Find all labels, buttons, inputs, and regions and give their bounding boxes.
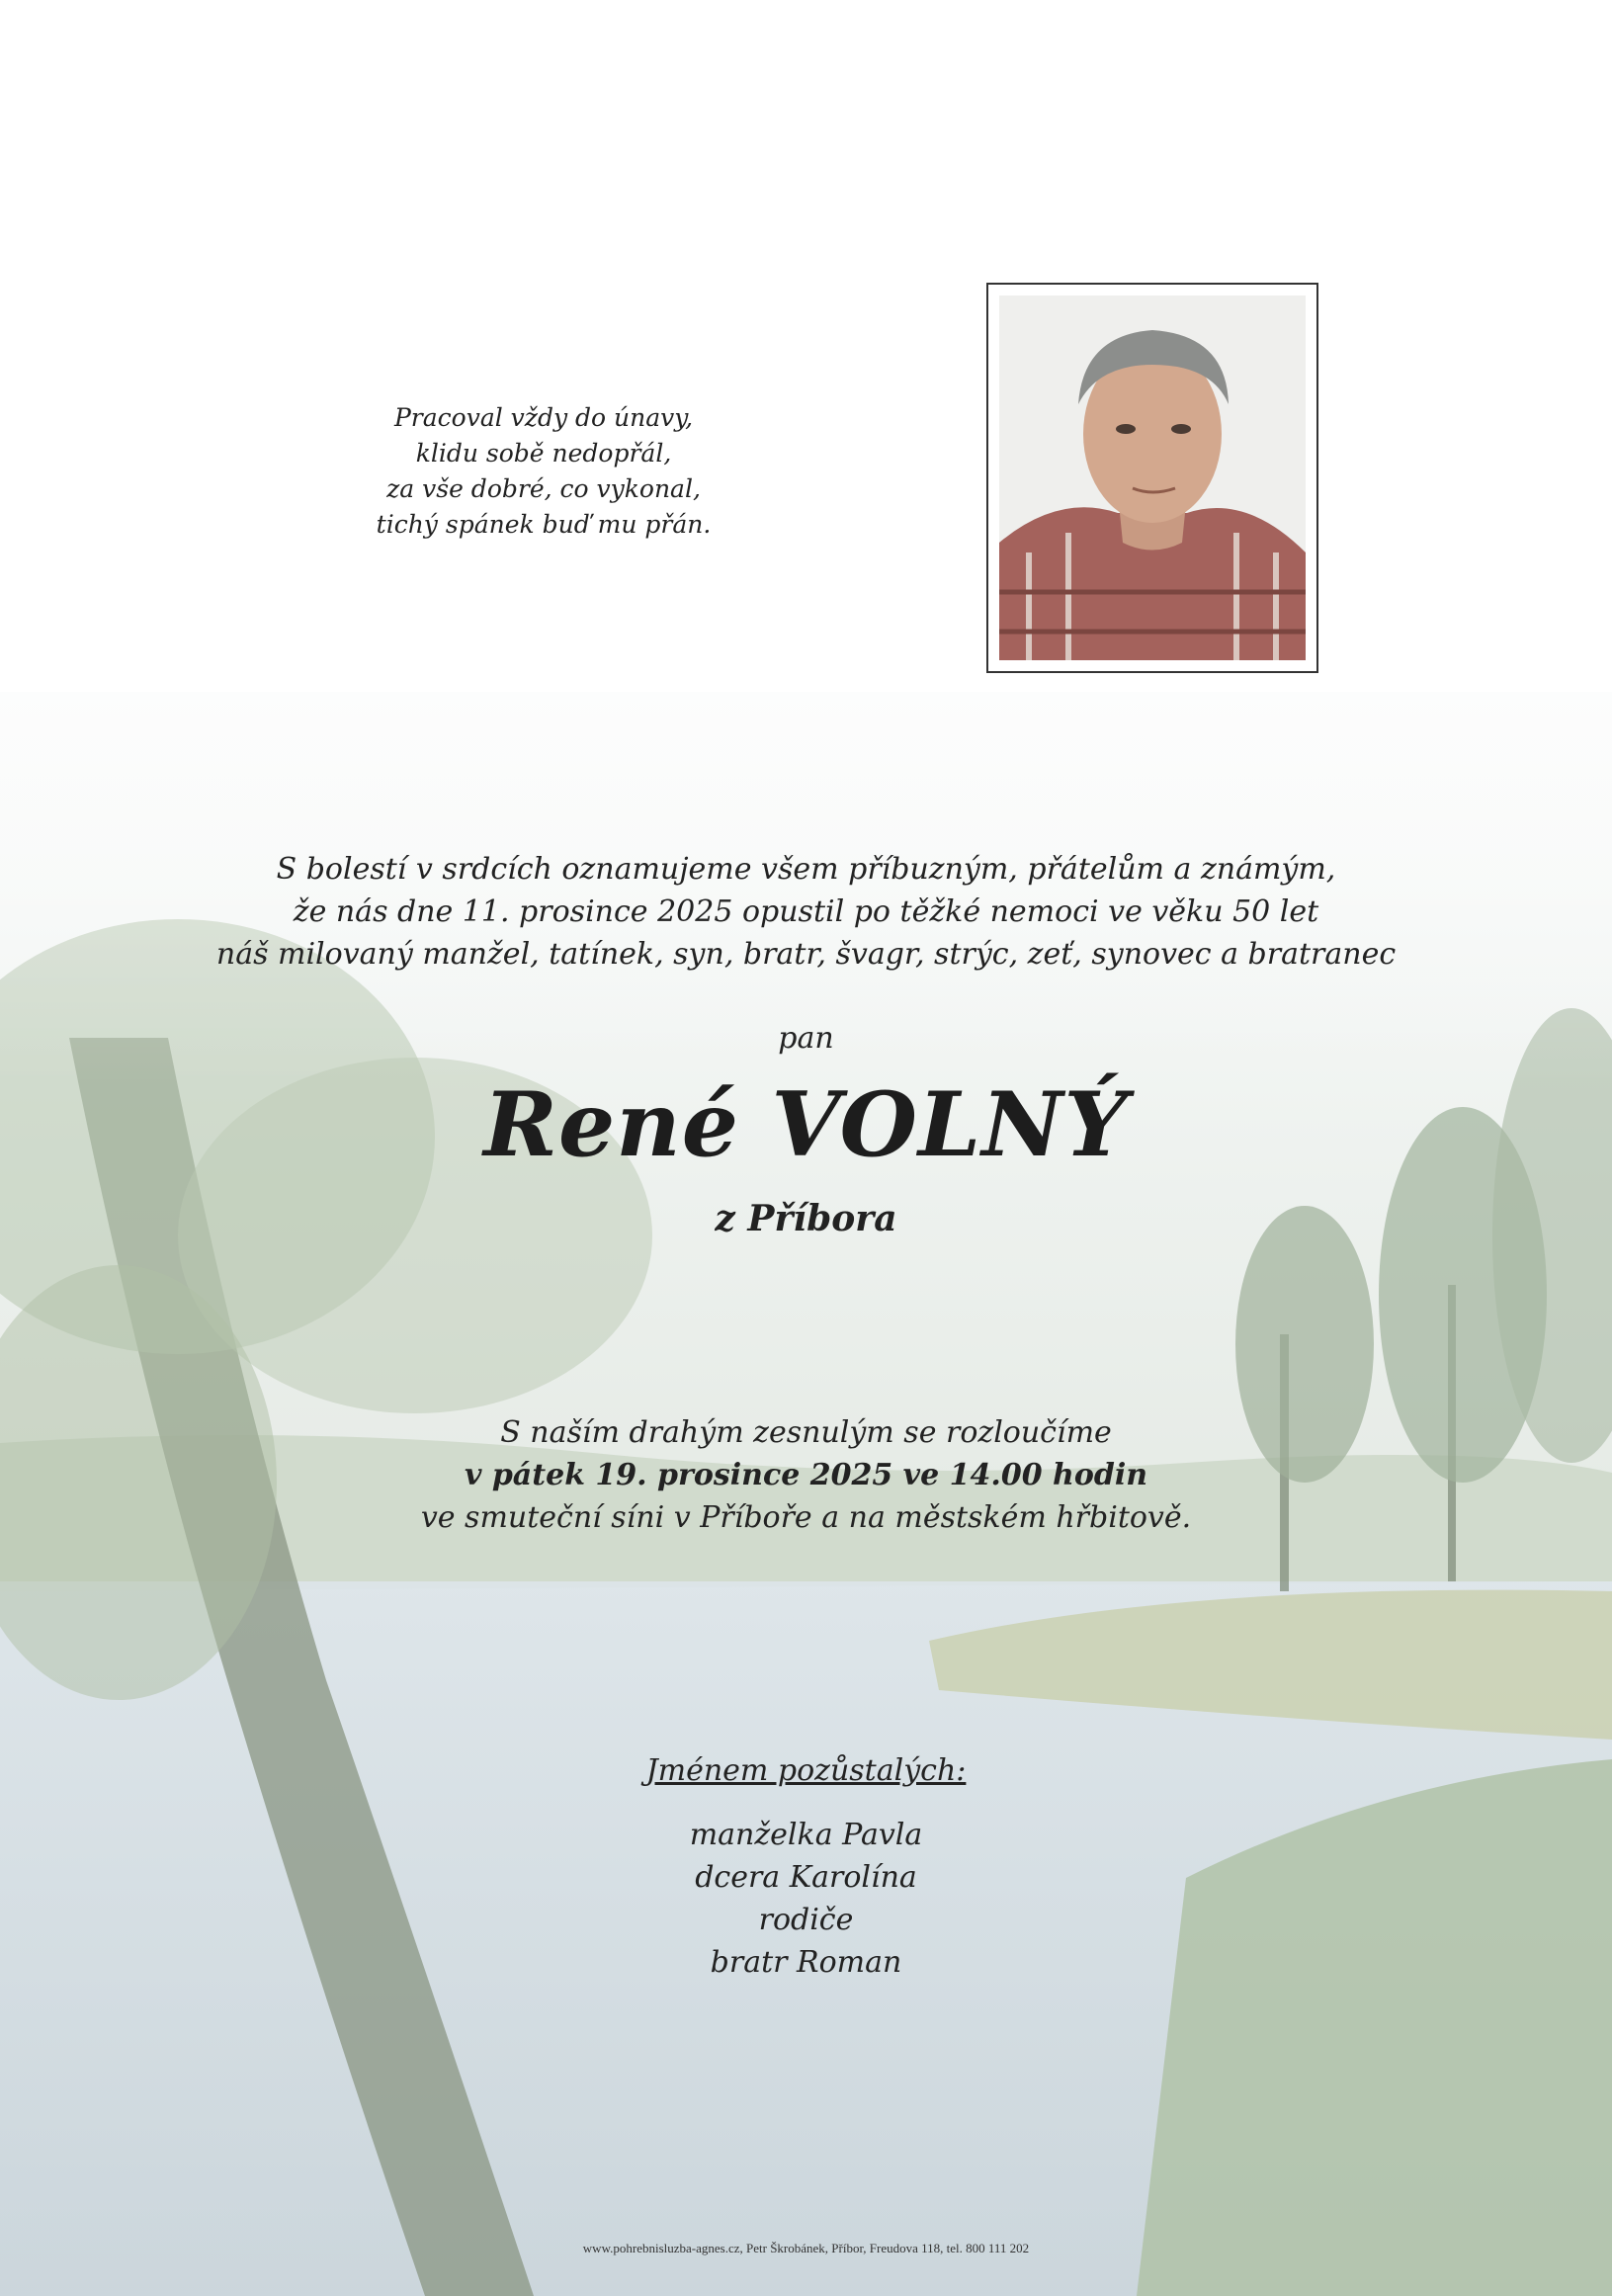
ceremony-intro: S naším drahým zesnulým se rozloučíme <box>500 1415 1112 1450</box>
survivor-item: bratr Roman <box>710 1945 902 1980</box>
survivors <box>0 1749 1612 1984</box>
ceremony-place: ve smuteční síni v Příboře a na městském hřbitově. <box>420 1500 1192 1535</box>
survivor-item: manželka Pavla <box>689 1818 923 1852</box>
announcement-line: náš milovaný manžel, tatínek, syn, bratr, švagr, strýc, zeť, synovec a bratranec <box>215 937 1397 972</box>
ceremony-date-time: v pátek 19. prosince 2025 ve 14.00 hodin <box>464 1458 1148 1492</box>
ceremony-details <box>0 1411 1612 1539</box>
poem-line: Pracoval vždy do únavy, <box>393 403 694 432</box>
funeral-service-footer: www.pohrebnisluzba-agnes.cz, Petr Škrobánek, Příbor, Freudova 118, tel. 800 111 202 <box>582 2241 1030 2255</box>
deceased-origin: z Příbora <box>715 1198 897 1239</box>
portrait-photo <box>999 296 1306 660</box>
poem-line: tichý spánek buď mu přán. <box>376 510 712 539</box>
portrait-photo-frame <box>986 283 1318 673</box>
survivor-item: dcera Karolína <box>695 1860 917 1895</box>
honorific: pan <box>778 1021 834 1056</box>
announcement-line: že nás dne 11. prosince 2025 opustil po těžké nemoci ve věku 50 let <box>293 894 1319 929</box>
poem <box>316 400 771 543</box>
announcement <box>0 848 1612 976</box>
announcement-line: S bolestí v srdcích oznamujeme všem příbuzným, přátelům a známým, <box>276 852 1336 887</box>
deceased-name: René VOLNÝ <box>483 1072 1129 1177</box>
survivors-heading: Jménem pozůstalých: <box>645 1753 967 1788</box>
poem-line: za vše dobré, co vykonal, <box>386 474 701 503</box>
poem-line: klidu sobě nedopřál, <box>415 439 672 468</box>
survivor-item: rodiče <box>758 1903 854 1937</box>
